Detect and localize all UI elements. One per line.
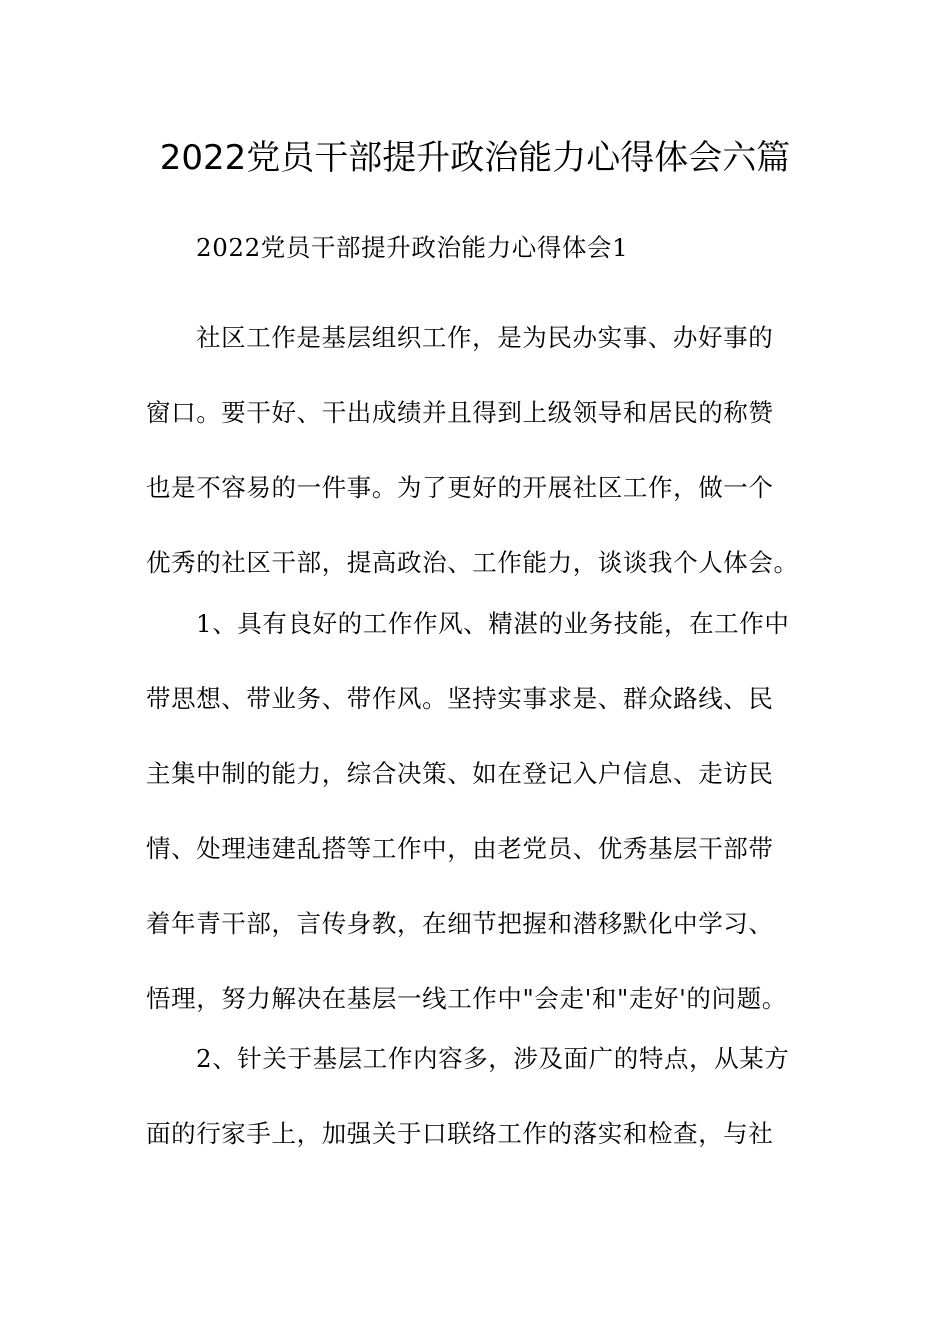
document-title: 2022党员干部提升政治能力心得体会六篇 [159, 138, 791, 178]
paragraph-line: 带思想、带业务、带作风。坚持实事求是、群众路线、民 [146, 684, 774, 713]
paragraph-line: 主集中制的能力，综合决策、如在登记入户信息、走访民 [146, 759, 774, 788]
paragraph-line: 悟理，努力解决在基层一线工作中"会走'和"走好'的问题。 [146, 984, 787, 1013]
section-heading: 2022党员干部提升政治能力心得体会1 [196, 233, 629, 262]
paragraph-line: 情、处理违建乱搭等工作中，由老党员、优秀基层干部带 [146, 834, 774, 863]
paragraph-line: 面的行家手上，加强关于口联络工作的落实和检查，与社 [146, 1119, 774, 1148]
paragraph-line: 着年青干部，言传身教，在细节把握和潜移默化中学习、 [146, 909, 774, 938]
paragraph-line: 2、针关于基层工作内容多，涉及面广的特点，从某方 [196, 1044, 790, 1073]
paragraph-line: 窗口。要干好、干出成绩并且得到上级领导和居民的称赞 [146, 398, 774, 427]
paragraph-line: 社区工作是基层组织工作，是为民办实事、办好事的 [196, 323, 774, 352]
paragraph-line: 也是不容易的一件事。为了更好的开展社区工作，做一个 [146, 473, 774, 502]
paragraph-line: 优秀的社区干部，提高政治、工作能力，谈谈我个人体会。 [146, 548, 799, 577]
paragraph-line: 1、具有良好的工作作风、精湛的业务技能，在工作中 [196, 609, 790, 638]
